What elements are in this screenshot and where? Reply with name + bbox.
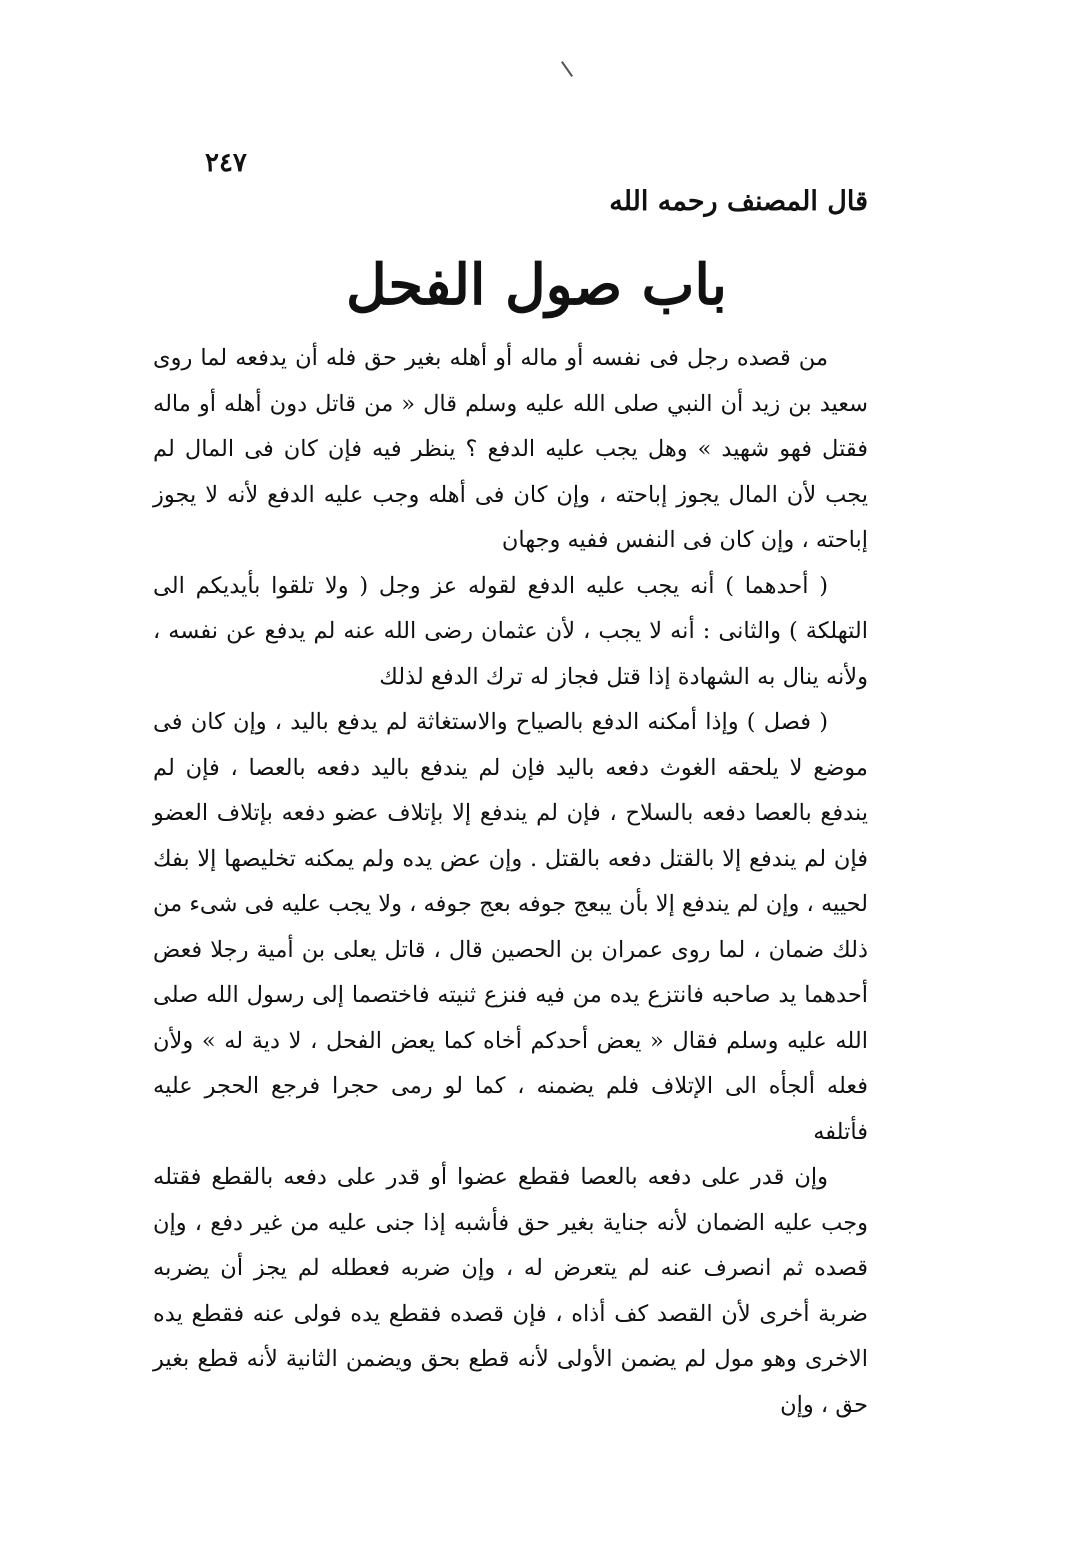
- paragraph: ( فصل ) وإذا أمكنه الدفع بالصياح والاستغاثة لم يدفع باليد ، وإن كان فى موضع لا يلحقه الغوث دفعه باليد فإن لم يندفع باليد دفعه بالعصا ، فإن لم يندفع بالعصا دفعه بالسلاح ، فإن لم يندفع إلا بإتلاف عضو دفعه بإتلاف العضو فإن لم يندفع إلا بالقتل دفعه بالقتل . وإن عض يده ولم يمكنه تخليصها إلا بفك لحييه ، وإن لم يندفع إلا بأن يبعج جوفه بعج جوفه ، ولا يجب عليه فى شىء من ذلك ضمان ، لما روى عمران بن الحصين قال ، قاتل يعلى بن أمية رجلا فعض أحدهما يد صاحبه فانتزع يده من فيه فنزع ثنيته فاختصما إلى رسول الله صلى الله عليه وسلم فقال « يعض أحدكم أخاه كما يعض الفحل ، لا دية له » ولأن فعله ألجأه الى الإتلاف فلم يضمنه ، كما لو رمى حجرا فرجع الحجر عليه فأتلفه: [153, 709, 868, 1145]
- scan-mark: [561, 61, 573, 77]
- paragraph: من قصده رجل فى نفسه أو ماله أو أهله بغير حق فله أن يدفعه لما روى سعيد بن زيد أن النبي صلى الله عليه وسلم قال « من قاتل دون أهله أو ماله فقتل فهو شهيد » وهل يجب عليه الدفع ؟ ينظر فيه فإن كان فى المال لم يجب لأن المال يجوز إباحته ، وإن كان فى أهله وجب عليه الدفع لأنه لا يجوز إباحته ، وإن كان فى النفس ففيه وجهان: [153, 345, 868, 553]
- body-text: [153, 336, 868, 1428]
- author-line: قال المصنف رحمه الله: [609, 186, 868, 217]
- paragraph: وإن قدر على دفعه بالعصا فقطع عضوا أو قدر على دفعه بالقطع فقتله وجب عليه الضمان لأنه جناية بغير حق فأشبه إذا جنى عليه من غير دفع ، وإن قصده ثم انصرف عنه لم يتعرض له ، وإن ضربه فعطله لم يجز أن يضربه ضربة أخرى لأن القصد كف أذاه ، فإن قصده فقطع يده فولى عنه فقطع يده الاخرى وهو مول لم يضمن الأولى لأنه قطع بحق ويضمن الثانية لأنه قطع بغير حق ، وإن: [153, 1164, 868, 1418]
- paragraph: ( أحدهما ) أنه يجب عليه الدفع لقوله عز وجل ( ولا تلقوا بأيديكم الى التهلكة ) والثانى : أنه لا يجب ، لأن عثمان رضى الله عنه لم يدفع عن نفسه ، ولأنه ينال به الشهادة إذا قتل فجاز له ترك الدفع لذلك: [153, 572, 868, 690]
- page-number: ٢٤٧: [205, 148, 247, 178]
- chapter-title: باب صول الفحل: [345, 252, 728, 318]
